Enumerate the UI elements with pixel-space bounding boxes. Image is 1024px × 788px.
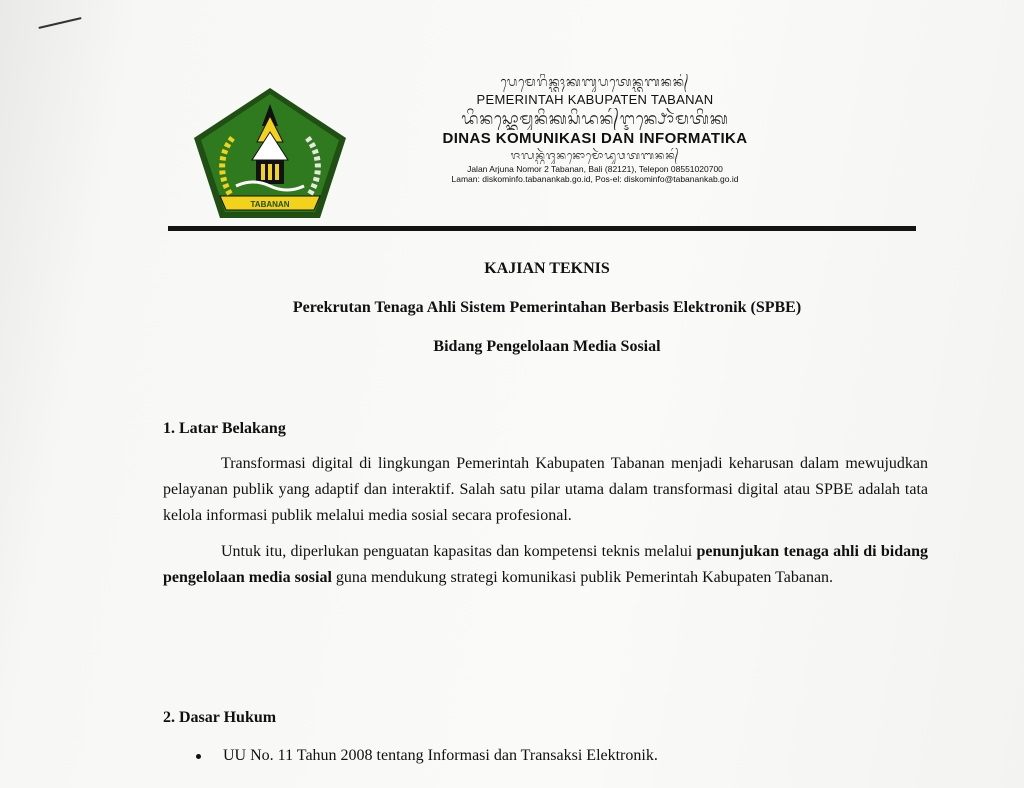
- department-name: DINAS KOMUNIKASI DAN INFORMATIKA: [442, 130, 748, 147]
- document-title: KAJIAN TEKNIS: [484, 260, 610, 277]
- website-email-line: Laman: diskominfo.tabanankab.go.id, Pos-el: diskominfo@tabanankab.go.id: [451, 174, 739, 184]
- document-subtitle-field: Bidang Pengelolaan Media Sosial: [433, 338, 661, 355]
- list-item: [163, 743, 928, 769]
- section-dasar-hukum: [163, 707, 928, 769]
- letterhead: [390, 74, 800, 184]
- section-heading: 2. Dasar Hukum: [163, 709, 277, 726]
- balinese-script-line: ᬧᬾᬫᬾᬭᬶᬦ᭄ᬢᬄᬓᬩᬸᬧᬢᬾᬦ᭄ᬢᬩᬦᬦ᭄: [500, 75, 690, 90]
- pen-mark: [38, 17, 81, 29]
- balinese-script-line: ᬚᬮᬦ᭄ᬳᬃᬚᬸᬦᬦᭀᬫᭀᬃᬤᬸᬯᬢᬩᬦᬦ᭄: [510, 149, 680, 162]
- paragraph: [163, 539, 928, 591]
- balinese-script-line: ᬤᬶᬦᬲ᭄ᬓᭀᬫᬸᬦᬶᬓᬲᬶᬤᬦ᭄ᬇᬦ᭄ᬨᭀᬃᬫᬢᬶᬓ: [461, 109, 729, 128]
- section-heading: 1. Latar Belakang: [163, 420, 286, 437]
- emblem-ribbon-text: TABANAN: [250, 200, 290, 209]
- address-line: Jalan Arjuna Nomor 2 Tabanan, Bali (82121), Telepon 08551020700: [467, 164, 723, 174]
- government-name: PEMERINTAH KABUPATEN TABANAN: [476, 92, 714, 107]
- bullet-icon: [196, 754, 201, 759]
- section-latar-belakang: [163, 418, 928, 591]
- legal-basis-list: [163, 743, 928, 769]
- paragraph: Transformasi digital di lingkungan Pemerintah Kabupaten Tabanan menjadi keharusan dalam mewujudkan pelayanan publik yang adaptif dan interaktif. Salah satu pilar utama dalam transformasi digital atau SPBE adalah tata kelola informasi publik melalui media sosial secara profesional.: [163, 455, 928, 524]
- letterhead-divider: [168, 226, 916, 231]
- document-subtitle: Perekrutan Tenaga Ahli Sistem Pemerintahan Berbasis Elektronik (SPBE): [292, 299, 802, 316]
- list-item-text: UU No. 11 Tahun 2008 tentang Informasi dan Transaksi Elektronik.: [223, 747, 658, 764]
- document-title-block: [168, 258, 926, 375]
- paragraph-text: Untuk itu, diperlukan penguatan kapasitas dan kompetensi teknis melalui: [221, 543, 697, 560]
- tabanan-regency-emblem-icon: [190, 86, 350, 220]
- paragraph-text: guna mendukung strategi komunikasi publik Pemerintah Kabupaten Tabanan.: [331, 569, 834, 586]
- paragraph-emphasis: penunjukan tenaga ahli di bidang pengelolaan media sosial: [163, 543, 929, 586]
